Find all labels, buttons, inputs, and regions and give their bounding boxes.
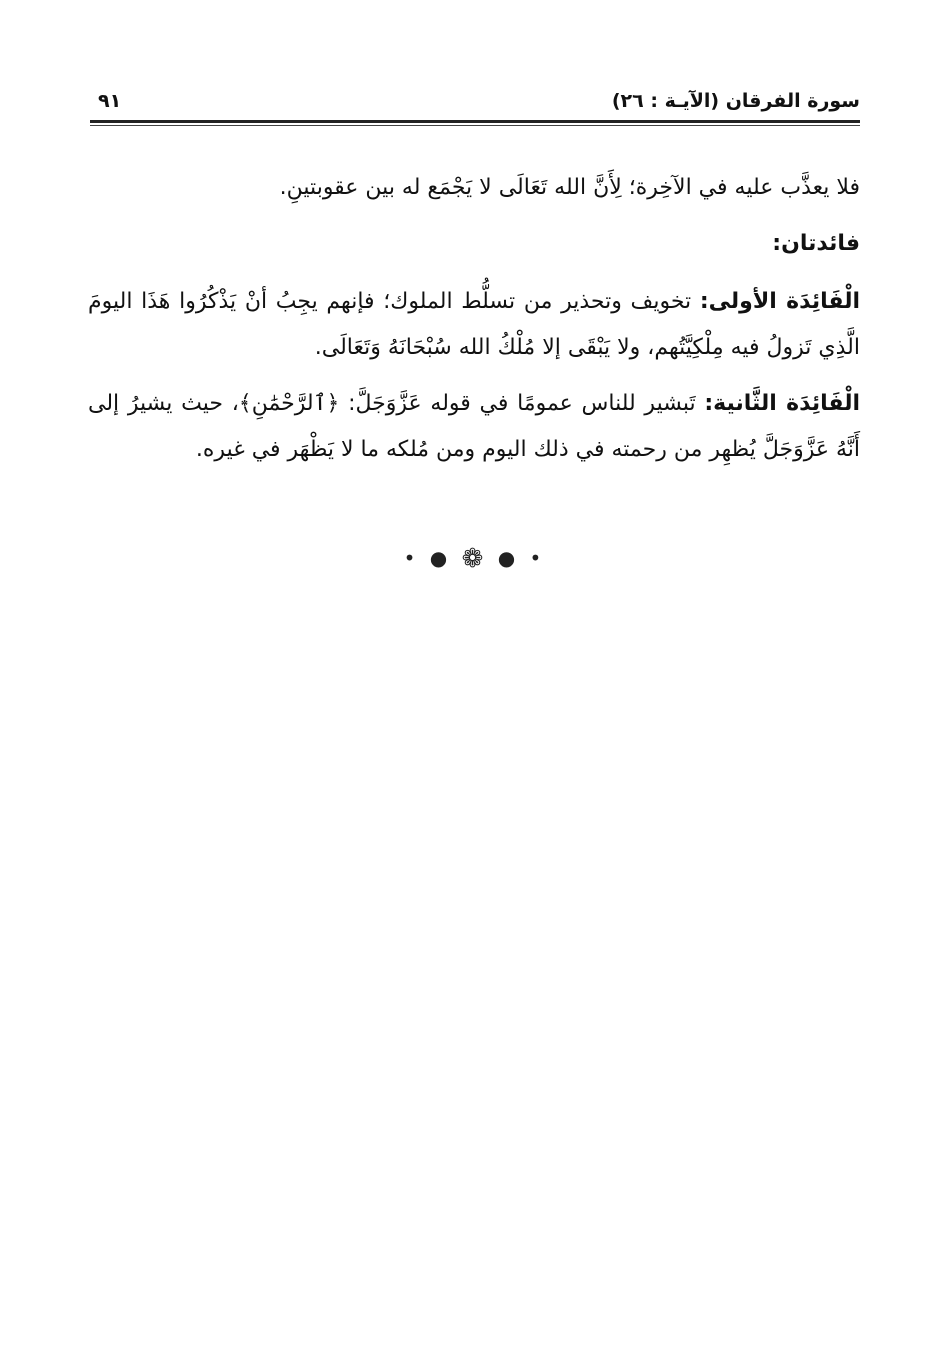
section-end-ornament	[0, 544, 949, 574]
ornament-dots-left: • ●	[403, 546, 452, 570]
page-body	[88, 165, 860, 483]
surah-title: سورة الفرقان (الآيـة : ٢٦)	[611, 90, 860, 112]
running-header	[90, 88, 860, 118]
ornament-dots-right: ● •	[497, 546, 546, 570]
page-number: ٩١	[98, 90, 122, 112]
benefit-1-text: تخويف وتحذير من تسلُّط الملوك؛ فإنهم يجِبُ أنْ يَذْكُرُوا هَذَا اليومَ الَّذِي تَزولُ فيه مِلْكِيَّتُهم، ولا يَبْقَى إلا مُلْكُ الله سُبْحَانَهُ وَتَعَالَى.	[88, 289, 860, 360]
benefit-1-paragraph	[88, 279, 860, 371]
benefit-2-text: تَبشير للناس عمومًا في قوله عَزَّوَجَلَّ: ﴿ٱلرَّحْمَٰنِ﴾، حيث يشيرُ إلى أَنَّهُ عَزَّوَجَلَّ يُظهِر من رحمته في ذلك اليوم ومن مُلكه ما لا يَظْهَر في غيره.	[88, 391, 860, 462]
section-heading: فائدتان:	[772, 231, 860, 256]
benefit-2-label: الْفَائِدَة الثَّانية:	[704, 391, 860, 416]
benefit-1-label: الْفَائِدَة الأولى:	[699, 289, 860, 314]
benefit-2-paragraph	[88, 381, 860, 473]
paragraph-1: فلا يعذَّب عليه في الآخِرة؛ لِأَنَّ الله تَعَالَى لا يَجْمَع له بين عقوبتينِ.	[279, 175, 860, 200]
header-rule-thin	[90, 125, 860, 126]
header-rule-thick	[90, 120, 860, 123]
flower-ornament-icon: ❁	[461, 544, 488, 574]
